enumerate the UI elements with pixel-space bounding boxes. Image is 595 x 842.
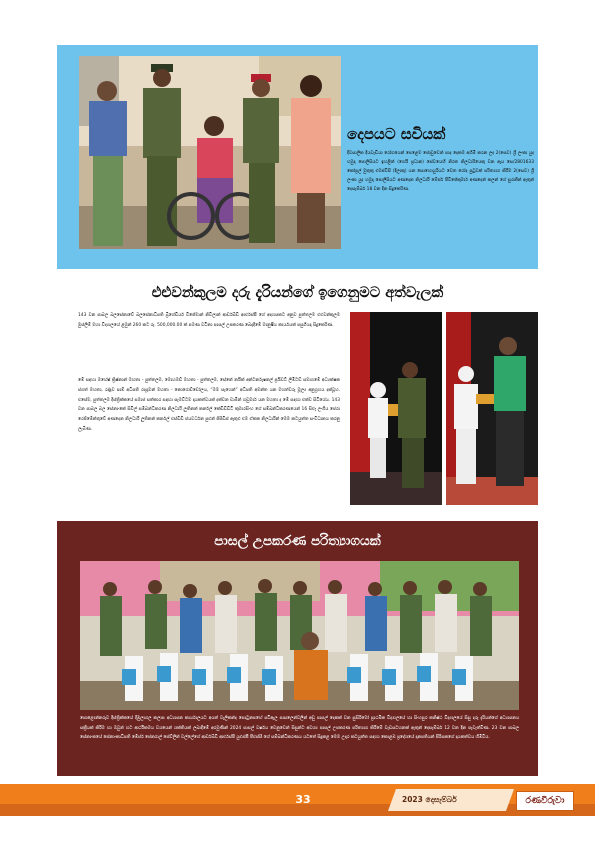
wheelchair-donation-photo bbox=[79, 56, 341, 249]
section2-headline: එළුවන්කුලම දරු දැරියන්ගේ ඉගෙනුමට අත්වැලක් bbox=[151, 285, 444, 301]
section3-body: පොළොන්නරුව දිස්ත්‍රික්කයේ දිඹුලාගල කලාප අධ්‍යාපන කාර්යාලයට අයත් වැලිකන්ද පොටුනපහේ පටිඇල පාසලෙන්වලින් අඩු පාසල් දෙකක් වන සුසිරිමෝ ප්‍රාථමික විද්‍යාලයේ හා සිංහපුර කනිෂ්ඨ විද්‍යාලයේ සිසු දරු දැරියන්ගේ අධ්‍යාපනය සක්‍රීයක් කිරීම හා ඔවුන් හට ආර්ථිකමය වශයෙන් ශක්තියක් ලබාදීමේ අරමුණින් 2024 පාසල් වර්ෂය වෙනුවෙන් සිසුන්ට අවශ්‍ය පාසල් උපකරණ පරිත්‍යාග කිරීමේ වැඩසටහනක් ඇතුන් දෙසැම්බර් 12 වන දින පැවැත්විණ. 23 වන පාබල සේනාංකයේ සේනාංකාධිපති මේජර් ජෙනරාල් සේව්ලින් වල්ලේගේ ආර්ඩබ්ඩී ආර්එස්පී යුඑස්පී පීඑස්සී ගේ සම්බන්ධීකරණය යටතේ සිදුකළ මෙම උදාර කටයුත්ත සඳහා කොළඹ ප්‍රදේශයේ දානපතියන් පිරිසකගේ දායකත්වය හිමිවිය. bbox=[80, 716, 519, 741]
school-equipment-article bbox=[57, 521, 538, 776]
section2-paragraph-2: මේ සඳහා මහේෂ් ක්‍රිෂ්නාන් මහතා - පුත්තලම, මොහමඩ් මහතා - පුත්තලම, සේනේ නයික් අන්ටර්නැෂනල් ප්‍රයිවට් ලිමිටඩ් සමාගමේ අධ්‍යක්ෂක ජගත් මහතා, රද්දූව පාම් අධිපති රාසූමන් මහතා - නොරොච්චෝලය, “මම සැහෙන්” අධිපති අමන්ත යන මහත්වරු මූල්‍ය අනුග්‍රහය දක්වූහ. එසේම, පුත්තලම දිස්ත්‍රික්කයේ සමාජ සත්කාර සඳහා සැමවිටම දායකත්වයක් දක්වන චාමින් හඩුමාර් යන මහතා ද මේ සඳහා එක්ව සිටියේය. 143 වන පාබල බල සේනාංකේ සිවිල් සම්බන්ධීකරණ නිලධාරී ලුතිනන් කර්නල් කේඩීඩීඩීටී කුමාරසිංහ ගේ සම්බන්ධීකරණයෙන් 16 සිළූ ලංගිය ජෙරා රෙජිමේන්තුවේ අණදෙන නිලධාරී ලුතිනන් කර්නල් එස්ඩීඩී ජයවර්ධන පුළුන් ජිපිඩිස් ඇතුළු එම ඒකක නිලධාරීන් මෙම කටයුත්ත සංවිධානය කරනු ලැබිණ. bbox=[78, 378, 340, 432]
page-number: 33 bbox=[295, 793, 311, 806]
section3-headline: පාසල් උපකරණ පරිත්‍යාගයක් bbox=[214, 533, 381, 549]
wheelchair-donation-article bbox=[57, 45, 538, 269]
school-donation-photo-right bbox=[446, 312, 538, 505]
school-equipment-group-photo bbox=[80, 561, 519, 710]
school-donation-photo-left bbox=[350, 312, 442, 505]
magazine-logo: රණවිරුවා bbox=[516, 791, 574, 811]
page-bottom-margin bbox=[0, 816, 595, 842]
footer-date: 2023 දෙසැම්බර් bbox=[402, 795, 457, 804]
section1-headline: දෙපයට සවියක් bbox=[347, 125, 446, 143]
section2-paragraph-1: 143 වන පාබල බලසේනාවේ බලසේනාධිපති බ්‍රිගේඩියර් විජේමාන් නිවිලාන් ආර්ඩබ්ඩී ආර්එස්පී ගේ අදහසකට අනුව පුත්තලම එළුවන්කුලම මුස්ලිම් මහා විද්‍යාලයේ ළමුන් 260 කට රු. 500,000.00 ක් පමණ වටිනා පාසල් උපකරණ බෙදාදීමේ මානුෂීය කාර්යයක් පසුගියදා සිදුකෙරිණ. bbox=[78, 313, 340, 328]
section1-body: දිවසාලික දියවැඩියා රෝගයෙන් පෙළෙම ජොඩුවෙන් පාද දෙකම අහිමි කරන ලද 2(සෙව) ශ්‍රී ලංකා යුද හමුදා පොලීසියට ඉහළින් (ගෙයි ප්‍රධාන) සේවයෙහි නිරත නිලධාරියෙකු වන ඇය සෙ/2801633 කෝප්‍රල් මුතුකු එමප්වීසී (දිලාකු) යන සොහොයුරියට වෙත රෝද පුටුවක් පරිත්‍යාග කිරීම 2(සෙව) ශ්‍රී ලංකා යුද හමුදා පොලීසියට අණදෙන නිලධාරී මේජර් පීවීජේකුමාර් අණදෙන් කලන් ගේ සුරැකීන් ඇතුන් දෙසැම්බර් 18 වන දින සිදුකෙරිණ. bbox=[347, 151, 534, 192]
